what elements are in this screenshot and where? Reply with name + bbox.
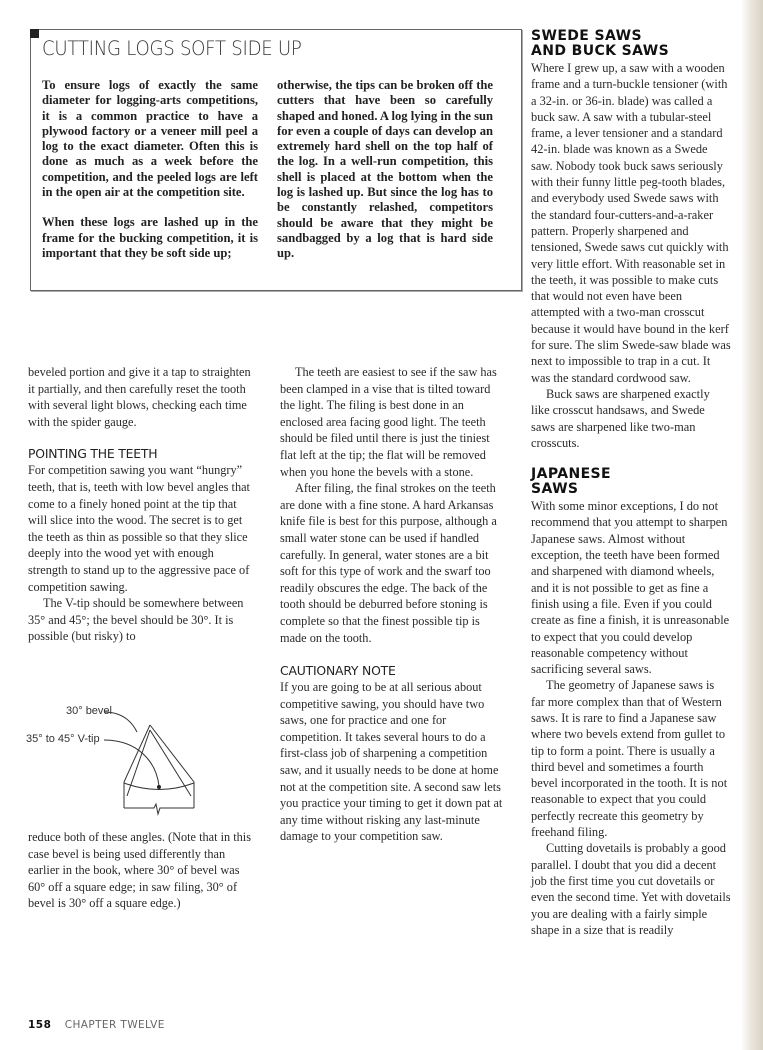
label-30-bevel: 30° bevel bbox=[66, 705, 112, 717]
sidebar-column-2 bbox=[277, 78, 493, 277]
tooth-bevel-diagram bbox=[26, 700, 226, 820]
sidebar-marker-square bbox=[30, 29, 39, 38]
paragraph: The geometry of Japanese saws is far more complex than that of Western saws. It is rare to find a Japanese saw where two bevels extend from gullet to tip to form a point. There is usually a third bevel and sometimes a fourth bevel incorporated in the tooth. It is not reasonable to expect that you could perfectly recreate this geometry by freehand filing. bbox=[531, 678, 728, 840]
sidebar-paragraph: To ensure logs of exactly the same diameter for logging-arts competitions, it is a common practice to have a plywood factory or a veneer mill peel a log to the exact diameter. Often this is done as much as a week before the competition, and the peeled logs are left in the open air at the competition site. bbox=[42, 78, 258, 200]
label-vtip: 35° to 45° V-tip bbox=[26, 733, 100, 745]
section-heading-cautionary-note: CAUTIONARY NOTE bbox=[280, 663, 396, 679]
heading-line: AND BUCK SAWS bbox=[531, 42, 670, 59]
sidebar-title: CUTTING LOGS SOFT SIDE UP bbox=[42, 37, 302, 60]
paragraph: For competition sawing you want “hungry” teeth, that is, teeth with low bevel angles that come to a finely honed point at the tip that will slice into the wood. The secret is to get the teeth as thin as possible so that they slice deeply into the wood yet with enough strength to stand up to the aggressive pace of competition sawing. bbox=[28, 463, 250, 594]
section-heading-japanese-saws bbox=[531, 467, 731, 496]
page-footer bbox=[28, 1019, 165, 1031]
page-number: 158 bbox=[28, 1019, 52, 1031]
vertex-dot bbox=[157, 785, 161, 789]
sidebar-box bbox=[30, 29, 522, 291]
vtip-leader-line bbox=[104, 740, 159, 786]
heading-line: SAWS bbox=[531, 480, 579, 497]
paragraph: Cutting dovetails is probably a good parallel. I doubt that you did a decent job the first time you cut dovetails or even the second time. Yet with dovetails you are dealing with a fairly simple shape in a size that is readily bbox=[531, 841, 731, 937]
sidebar-paragraph: When these logs are lashed up in the frame for the bucking competition, it is important that they be soft side up; bbox=[42, 215, 258, 260]
paragraph: The teeth are easiest to see if the saw has been clamped in a vise that is tilted toward the light. The filing is best done in an enclosed area facing good light. The teeth should be filed until there is just the tiniest flat left at the tip; the flat will be removed when you hone the bevels with a stone. bbox=[280, 365, 497, 479]
paragraph: The V-tip should be somewhere between 35° and 45°; the bevel should be 30°. It is possible (but risky) to bbox=[28, 596, 244, 644]
tooth-diagram-svg bbox=[26, 700, 226, 820]
heading-line: JAPANESE bbox=[531, 466, 611, 483]
body-column-1-bottom bbox=[28, 829, 256, 912]
chapter-label: CHAPTER TWELVE bbox=[64, 1019, 165, 1031]
heading-line: SWEDE SAWS bbox=[531, 28, 642, 44]
paragraph: With some minor exceptions, I do not recommend that you attempt to sharpen Japanese saws. Almost without exception, the teeth have been formed and sharpened with diamond wheels, and it is not possible to get as fine a finish using a file. Even if you could create as fine a finish, it is unreasonable to expect that you could develop reasonable competency without sacrificing several saws. bbox=[531, 499, 730, 677]
body-column-3 bbox=[531, 29, 731, 938]
paragraph: Buck saws are sharpened exactly like crosscut handsaws, and Swede saws are sharpened like two-man crosscuts. bbox=[531, 386, 710, 450]
tooth-right-edge bbox=[150, 725, 194, 808]
paragraph: beveled portion and give it a tap to straighten it partially, and then carefully reset the tooth with several light blows, checking each time with the spider gauge. bbox=[28, 365, 251, 429]
body-column-2 bbox=[280, 364, 505, 845]
page-gutter-shadow bbox=[741, 0, 763, 1050]
sidebar-paragraph: otherwise, the tips can be broken off the cutters that have been so carefully shaped and honed. A log lying in the sun for even a couple of days can develop an extremely hard shell on the top half of the log. In a well-run competition, this shell is placed at the bottom when the log is lashed up. But since the log has to be constantly relashed, competitors should be aware that they might be sandbagged by a log that is hard side up. bbox=[277, 78, 493, 261]
paragraph: reduce both of these angles. (Note that in this case bevel is being used differently than earlier in the book, where 30° of bevel was 60° off a square edge; in saw filing, 30° of bevel is 30° off a square edge.) bbox=[28, 830, 251, 911]
paragraph: Where I grew up, a saw with a wooden frame and a turn-buckle tensioner (with a 32-in. or 36-in. blade) was called a buck saw. A saw with a tubular-steel frame, a lever tensioner and a standard 42-in. blade was known as a Swede saw. Nobody took buck saws seriously with their funny little peg-tooth blades, and everybody used Swede saws with the standard four-cutters-and-a-raker pattern. Properly sharpened and tensioned, Swede saws cut quickly with very little effort. With reasonable set in the teeth, it was possible to make cuts that would not even have been attempted with a two-man crosscut because it would have bound in the kerf for sure. The slim Swede-saw blade was next to impossible to trap in a cut. It was the standard cordwood saw. bbox=[531, 61, 731, 385]
section-heading-pointing-the-teeth: POINTING THE TEETH bbox=[28, 446, 158, 462]
section-heading-swede-saws bbox=[531, 29, 731, 58]
tooth-base-break bbox=[124, 804, 194, 814]
sidebar-column-1 bbox=[42, 78, 258, 276]
body-column-1-top bbox=[28, 364, 256, 645]
paragraph: If you are going to be at all serious about competitive sawing, you should have two saws, one for practice and one for competition. It takes several hours to do a first-class job of sharpening a competition saw, and it usually needs to be done at home not at the competition site. A second saw lets you practice your timing to get it down pat at any time without risking any last-minute damage to your competition saw. bbox=[280, 680, 503, 844]
paragraph: After filing, the final strokes on the teeth are done with a fine stone. A hard Arkansas knife file is best for this purpose, although a small water stone can be used if handled carefully. In general, water stones are a bit soft for this type of work and the swarf too readily obscures the edge. The back of the tooth should be deburred before stoning is complete so that the finest possible tip is made on the tooth. bbox=[280, 481, 497, 645]
bevel-left-line bbox=[127, 730, 150, 796]
